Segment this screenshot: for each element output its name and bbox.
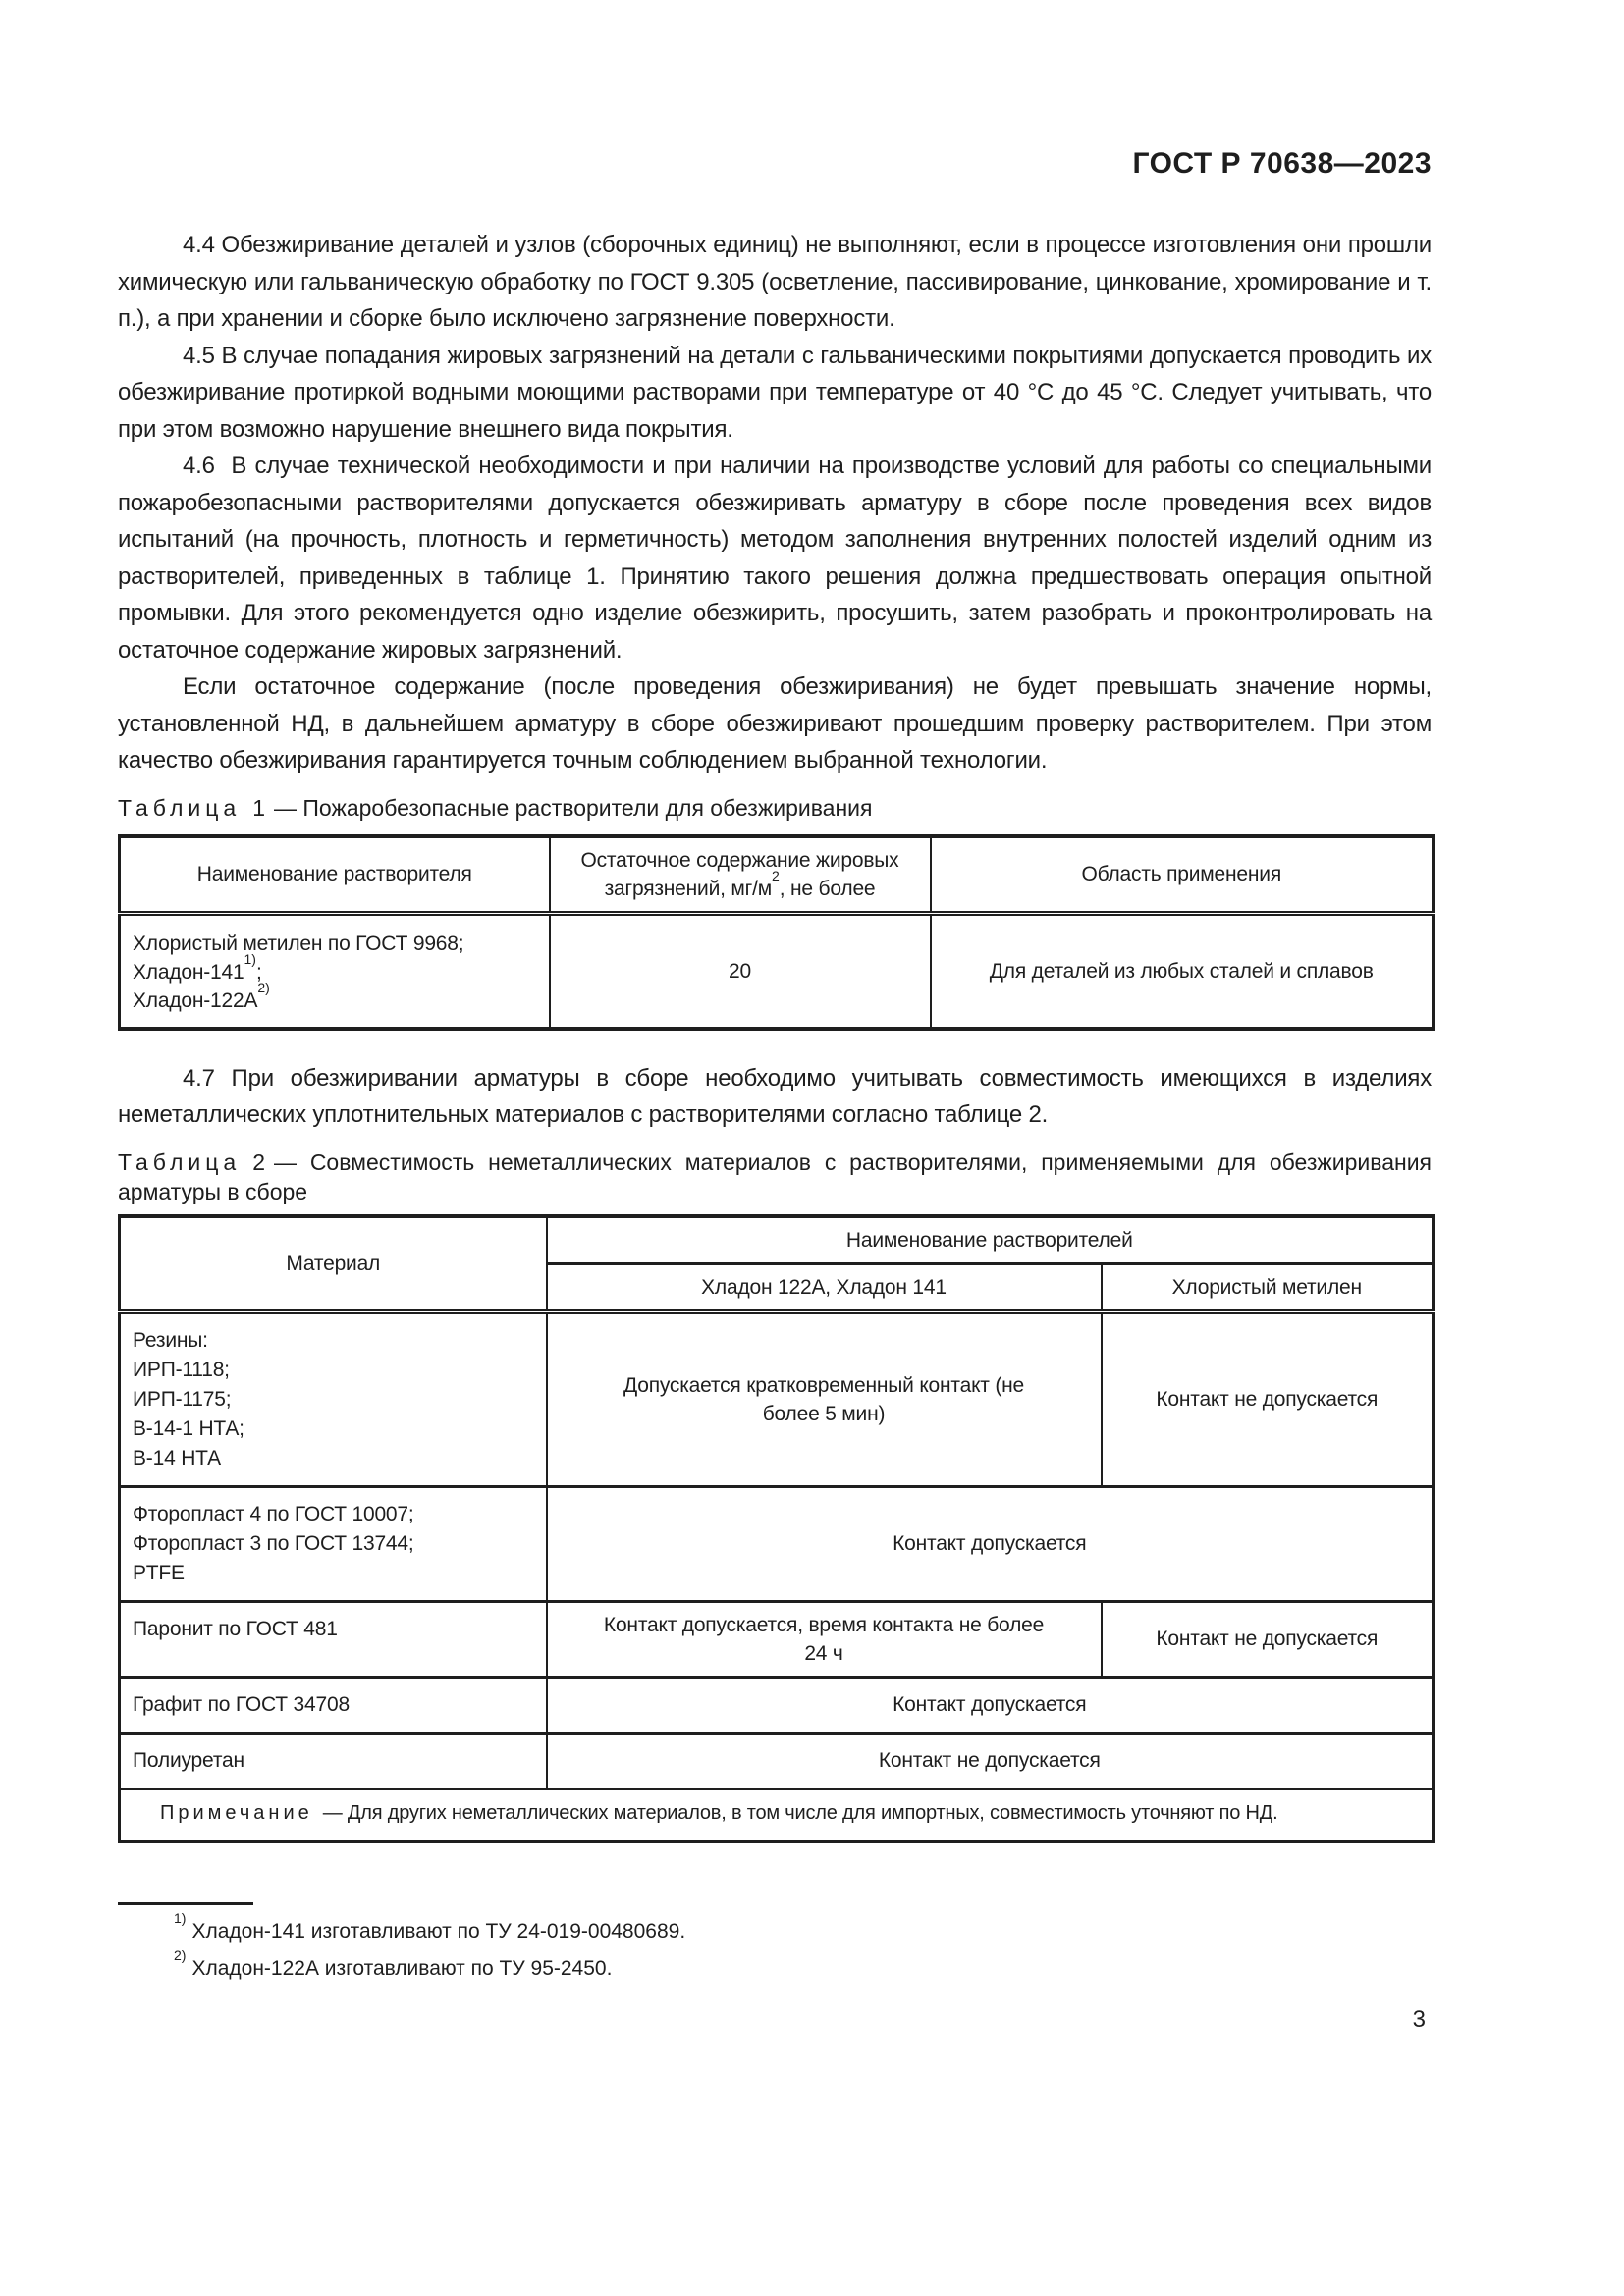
footnote-2 [118,1947,1432,1983]
note-text: — Для других неметаллических материалов, в том числе для импортных, совместимость уточняют по НД. [322,1801,1278,1824]
table1-caption [118,793,1432,823]
footnote-separator-rule [118,1902,253,1905]
ftoroplast-materials-cell: Фторопласт 4 по ГОСТ 10007; Фторопласт 3 по ГОСТ 13744; PTFE [120,1486,547,1601]
graphite-contact-cell: Контакт допускается [547,1677,1434,1733]
table2-header-methylene: Хлористый метилен [1102,1263,1434,1311]
table2-row-graphite [120,1677,1434,1733]
paragraph-4-6: 4.6 В случае технической необходимости и при наличии на производстве условий для работы со специальными пожаробезопасными растворителями допускается обезжиривать арматуру в сборе после проведения всех видов испытаний (на прочность, плотность и герметичность) методом заполнения внутренних полостей изделий одним из растворителей, приведенных в таблице 1. Принятию такого решения должна предшествовать операция опытной промывки. Для этого рекомендуется одно изделие обезжирить, просушить, затем разобрать и проконтролировать на остаточное содержание жировых загрязнений. [118,453,1432,664]
footnote-1-marker: 1) [174,1909,187,1926]
doc-code-header: ГОСТ Р 70638—2023 [1132,147,1432,180]
table2-row-rubbers [120,1311,1434,1486]
page-content [118,0,1432,2034]
table2-header-khladon: Хладон 122А, Хладон 141 [547,1263,1102,1311]
ftoroplast-contact-cell: Контакт допускается [547,1486,1434,1601]
footnote-2-text: Хладон-122А изготавливают по ТУ 95-2450. [191,1956,613,1980]
paragraph-4-5: 4.5 В случае попадания жировых загрязнений на детали с гальваническими покрытиями допускается проводить их обезжиривание протиркой водными моющими растворами при температуре от 40 °С до 45 °С. Следует учитывать, что при этом возможно нарушение внешнего вида покрытия. [118,342,1432,443]
table2-header-row-1 [120,1216,1434,1264]
table2-header-material: Материал [120,1216,547,1312]
table1-cell-application: Для деталей из любых сталей и сплавов [931,913,1434,1029]
polyurethane-contact-cell: Контакт не допускается [547,1733,1434,1789]
section-4-7-text [118,1060,1432,1134]
solvent-line-1: Хлористый метилен по ГОСТ 9968; [133,932,464,955]
table2-note-row [120,1789,1434,1842]
table1-caption-label: Таблица [118,794,242,821]
note-label: Примечание [160,1801,313,1824]
page-number: 3 [1412,2005,1426,2033]
rubbers-materials-cell: Резины: ИРП-1118; ИРП-1175; В-14-1 НТА; В-14 НТА [120,1311,547,1486]
paronit-khladon-cell: Контакт допускается, время контакта не более 24 ч [547,1601,1102,1677]
table2-header-solvents-group: Наименование растворителей [547,1216,1434,1264]
squared-superscript: 2 [771,867,780,883]
table1-fire-safe-solvents [118,834,1435,1031]
paronit-methylene-cell: Контакт не допускается [1102,1601,1434,1677]
table2-row-ftoroplast [120,1486,1434,1601]
table1-header-residual-content [550,836,931,914]
footnote-1-text: Хладон-141 изготавливают по ТУ 24-019-00480689. [191,1919,686,1943]
table1-data-row [120,913,1434,1029]
table1-header-row [120,836,1434,914]
table2-row-paronit [120,1601,1434,1677]
table1-header-solvent-name: Наименование растворителя [120,836,550,914]
rubbers-methylene-cell: Контакт не допускается [1102,1311,1434,1486]
footnote-ref-2: 2) [257,979,270,995]
paragraph-4-6-continued: Если остаточное содержание (после проведения обезжиривания) не будет превышать значение нормы, установленной НД, в дальнейшем арматуру в сборе обезжиривают прошедшим проверку растворителем. При этом качество обезжиривания гарантируется точным соблюдением выбранной технологии. [118,673,1432,774]
table1-cell-limit: 20 [550,913,931,1029]
table2-caption-label: Таблица [118,1148,242,1175]
footnotes-block [118,1902,1432,1983]
table1-cell-solvents [120,913,550,1029]
paronit-material-cell: Паронит по ГОСТ 481 [120,1601,547,1677]
solvent-line-2: Хладон-141$^{1)}$; [133,950,262,984]
footnote-2-marker: 2) [174,1947,187,1963]
footnote-1 [118,1909,1432,1946]
table2-note-cell [120,1789,1434,1842]
polyurethane-material-cell: Полиуретан [120,1733,547,1789]
table1-header-residual-line1: Остаточное содержание жировых [580,848,899,872]
table2-row-polyurethane [120,1733,1434,1789]
table2-note [135,1798,1418,1828]
table2-caption-text: — Совместимость неметаллических материалов с растворителями, применяемыми для обезжиривания арматуры в сборе [118,1148,1432,1204]
table1-header-application: Область применения [931,836,1434,914]
section-4-text [118,227,1432,779]
table2-caption-number: 2 [252,1148,265,1175]
paragraph-4-4: 4.4 Обезжиривание деталей и узлов (сборочных единиц) не выполняют, если в процессе изготовления они прошли химическую или гальваническую обработку по ГОСТ 9.305 (осветление, пассивирование, цинкование, хромирование и т. п.), а при хранении и сборке было исключено загрязнение поверхности. [118,232,1432,332]
table1-header-residual-line2: загрязнений, $мг/м^2$, не более [604,867,876,900]
table1-caption-text: — Пожаробезопасные растворители для обезжиривания [273,794,873,821]
solvent-line-3: Хладон-$122А^{2)}$ [133,979,270,1012]
table2-caption [118,1148,1432,1206]
rubbers-khladon-cell: Допускается кратковременный контакт (не более 5 мин) [547,1311,1102,1486]
table1-caption-number: 1 [252,794,265,821]
graphite-material-cell: Графит по ГОСТ 34708 [120,1677,547,1733]
paragraph-4-7: 4.7 При обезжиривании арматуры в сборе необходимо учитывать совместимость имеющихся в изделиях неметаллических уплотнительных материалов с растворителями согласно таблице 2. [118,1064,1432,1128]
footnote-ref-1: 1) [244,950,256,967]
table2-material-compatibility [118,1214,1435,1843]
